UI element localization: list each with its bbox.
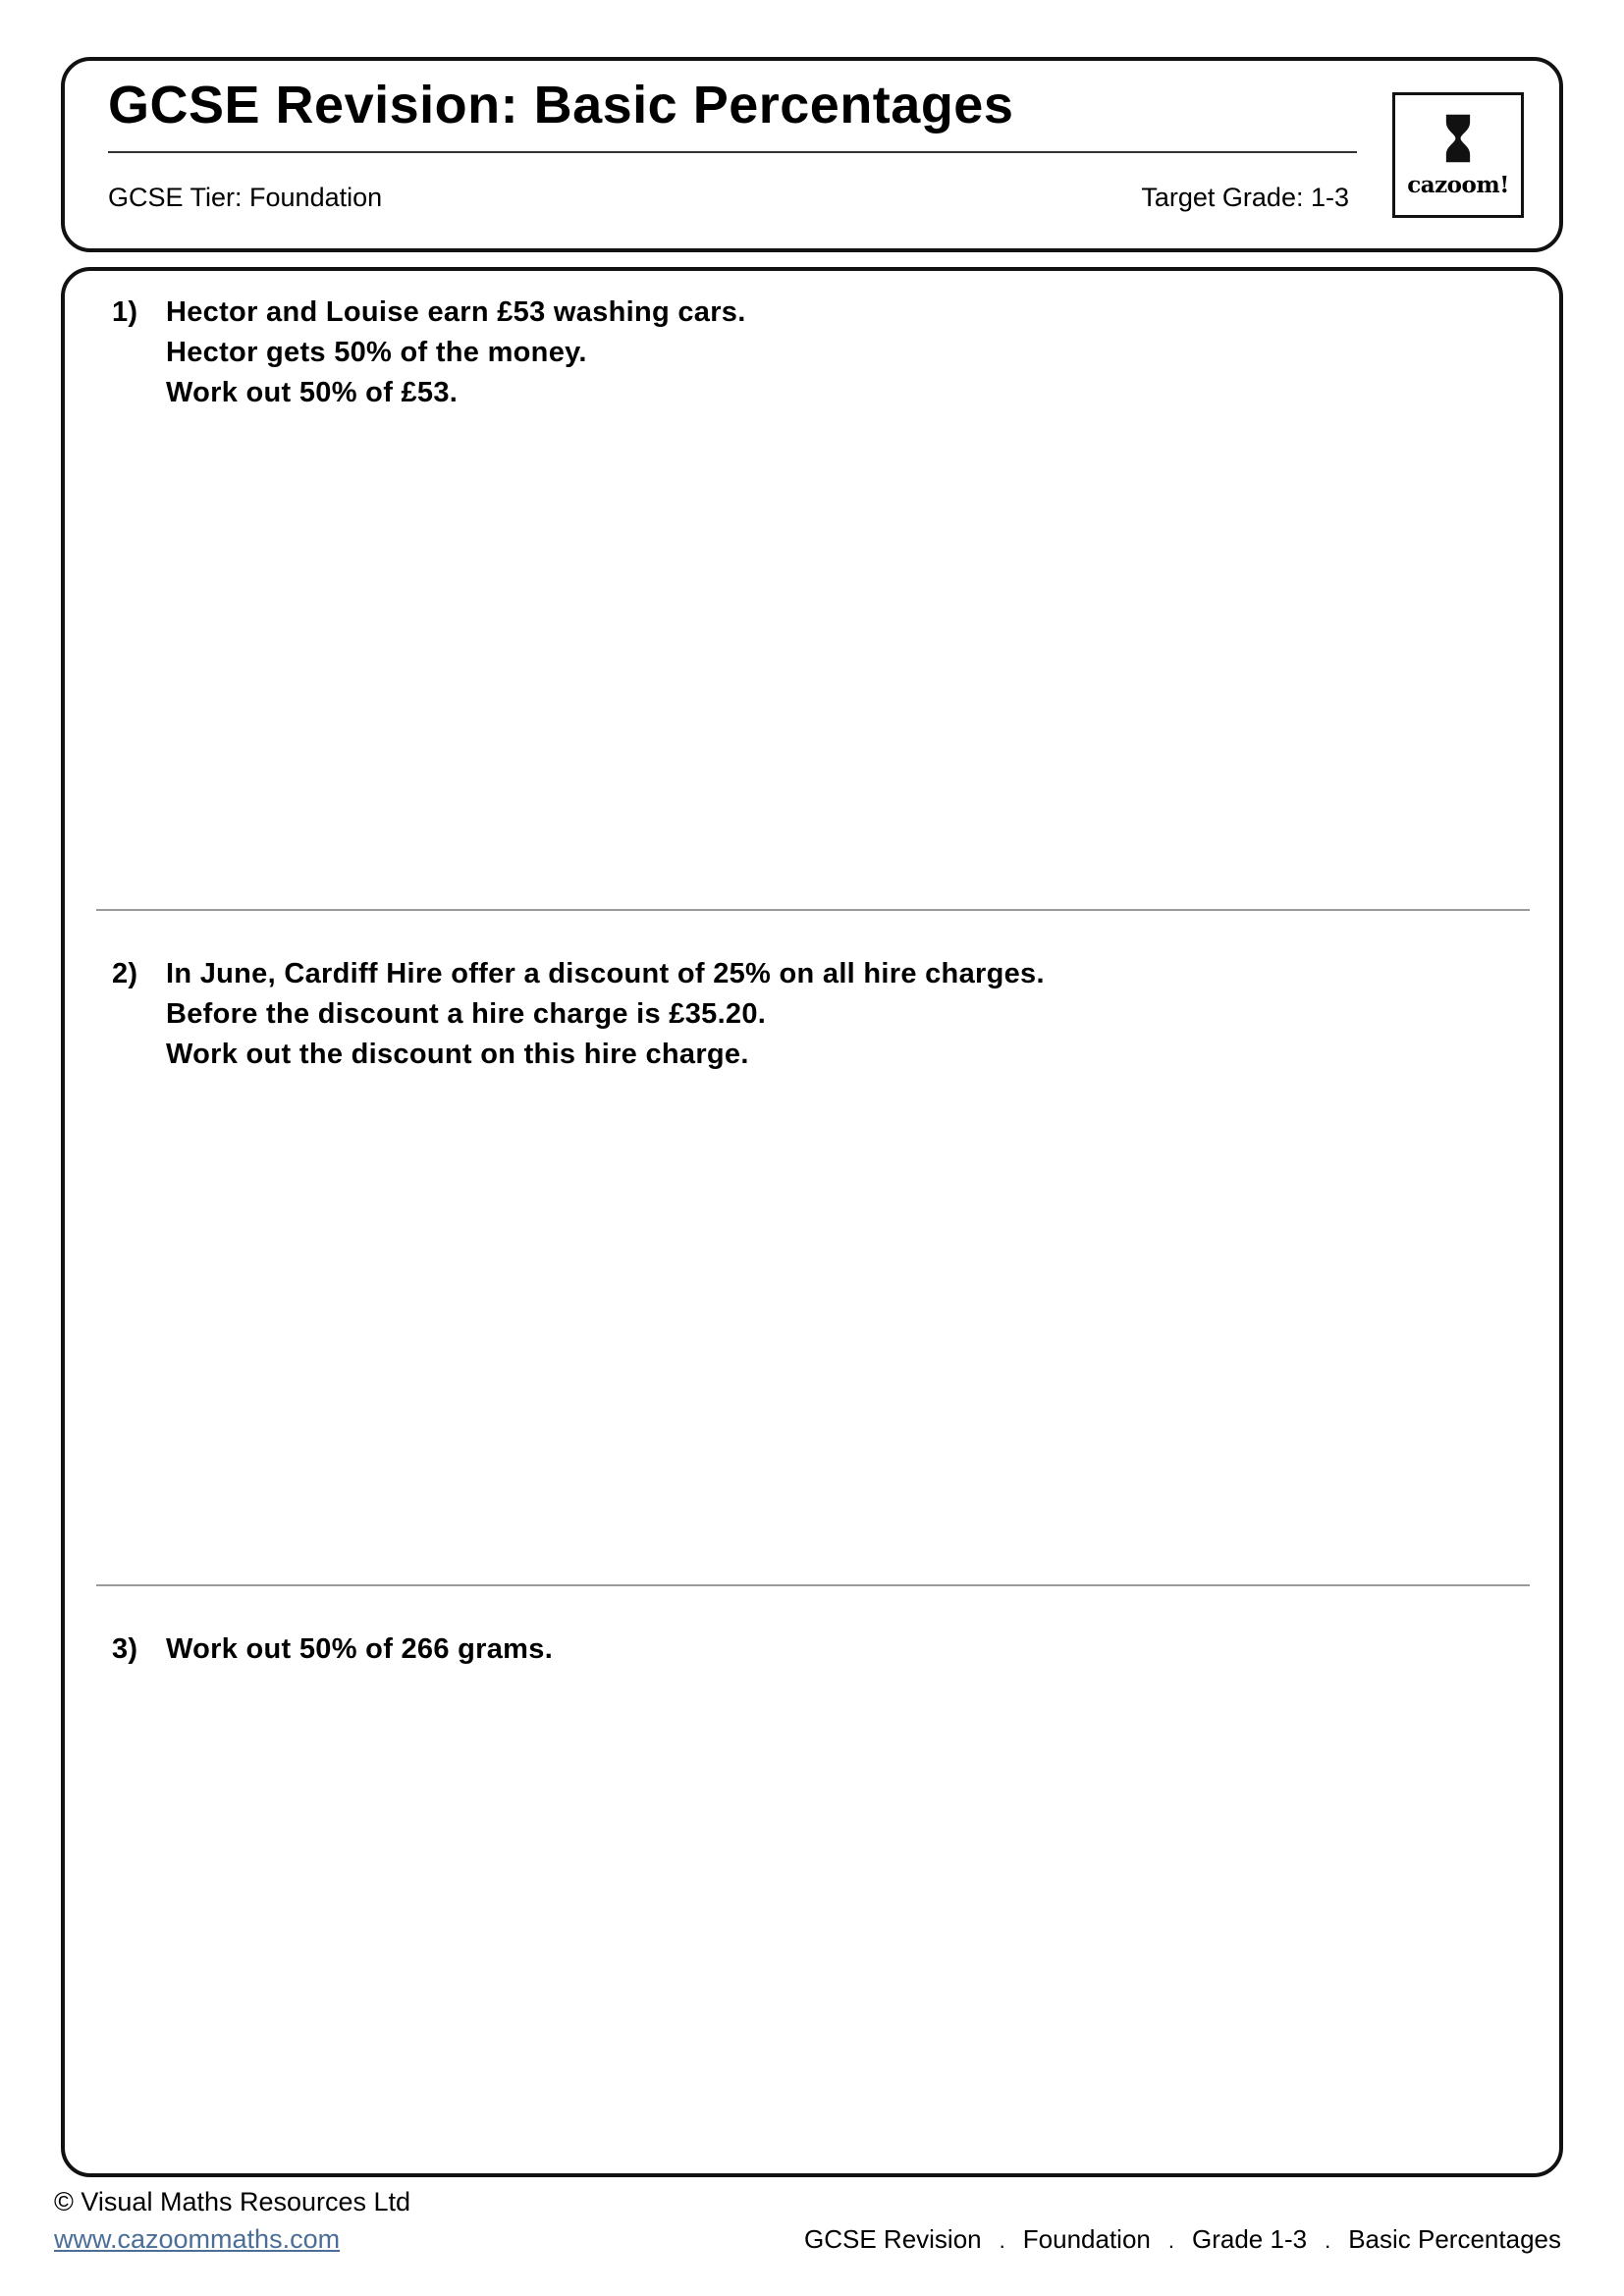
target-grade-label: Target Grade: 1-3 bbox=[1141, 183, 1349, 212]
page-title: GCSE Revision: Basic Percentages bbox=[108, 76, 1014, 134]
copyright-text: © Visual Maths Resources Ltd bbox=[54, 2187, 411, 2216]
cazoom-logo bbox=[1392, 92, 1524, 218]
logo-wordmark: cazoom! bbox=[1407, 171, 1509, 198]
breadcrumb-item-tier: Foundation bbox=[1022, 2224, 1151, 2254]
question-1-text bbox=[166, 293, 1520, 413]
question-2-number: 2) bbox=[112, 958, 138, 989]
tier-label: GCSE Tier: Foundation bbox=[108, 183, 383, 212]
question-3-text bbox=[166, 1629, 1520, 1670]
question-1-line-2: Hector gets 50% of the money. bbox=[166, 337, 587, 368]
question-3 bbox=[112, 1629, 1520, 1670]
hourglass-icon bbox=[1440, 113, 1476, 169]
question-1-number: 1) bbox=[112, 296, 138, 328]
question-2-text bbox=[166, 954, 1520, 1075]
question-divider-1 bbox=[96, 909, 1530, 911]
breadcrumb-separator: . bbox=[1325, 2228, 1331, 2253]
header bbox=[61, 57, 1563, 252]
question-area bbox=[61, 267, 1563, 2177]
question-1-line-3: Work out 50% of £53. bbox=[166, 377, 459, 408]
website-link[interactable]: www.cazoommaths.com bbox=[54, 2224, 341, 2254]
breadcrumb-item-topic: Basic Percentages bbox=[1348, 2224, 1561, 2254]
question-2-line-3: Work out the discount on this hire charge. bbox=[166, 1039, 749, 1070]
question-3-line-1: Work out 50% of 266 grams. bbox=[166, 1633, 554, 1665]
breadcrumb-item-grade: Grade 1-3 bbox=[1192, 2224, 1308, 2254]
breadcrumb-separator: . bbox=[999, 2228, 1005, 2253]
question-2-line-1: In June, Cardiff Hire offer a discount of 25% on all hire charges. bbox=[166, 958, 1045, 989]
question-1 bbox=[112, 293, 1520, 413]
question-1-line-1: Hector and Louise earn £53 washing cars. bbox=[166, 296, 746, 328]
title-underline bbox=[108, 151, 1357, 153]
question-2 bbox=[112, 954, 1520, 1075]
breadcrumb bbox=[804, 2224, 1561, 2255]
question-divider-2 bbox=[96, 1584, 1530, 1586]
question-3-number: 3) bbox=[112, 1633, 138, 1665]
breadcrumb-separator: . bbox=[1167, 2228, 1174, 2253]
breadcrumb-item-revision: GCSE Revision bbox=[804, 2224, 982, 2254]
question-2-line-2: Before the discount a hire charge is £35.20. bbox=[166, 998, 767, 1030]
